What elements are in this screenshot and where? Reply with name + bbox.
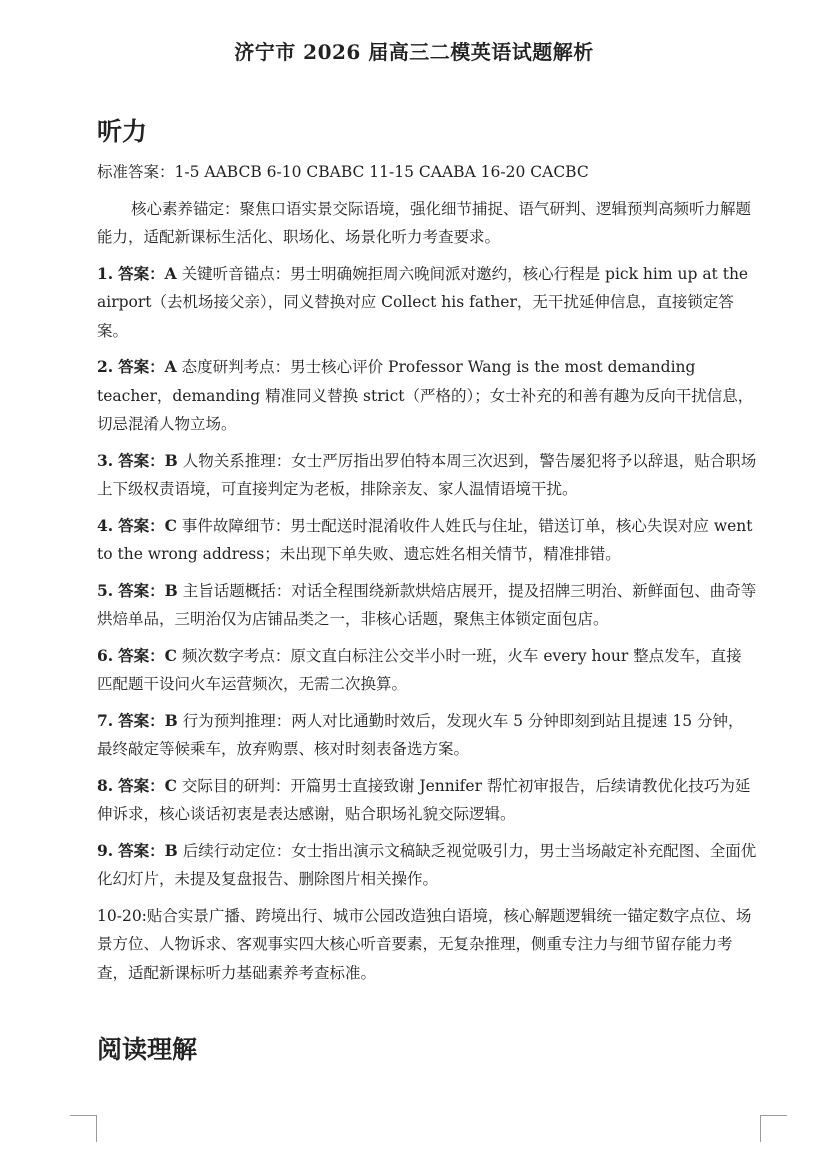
answer-label: 答案： <box>118 840 165 860</box>
answer-explanation: 主旨话题概括：对话全程围绕新款烘焙店展开，提及招牌三明治、新鲜面包、曲奇等烘焙单品，三明治仅为店铺品类之一，非核心话题，聚焦主体锁定面包店。 <box>97 581 757 628</box>
answer-item <box>97 707 757 764</box>
page-corner-mark-left <box>70 1115 97 1142</box>
answer-item <box>97 260 757 346</box>
question-number: 9. <box>97 840 114 860</box>
answer-explanation: 频次数字考点：原文直白标注公交半小时一班，火车 every hour 整点发车，直接匹配题干设问火车运营频次，无需二次换算。 <box>97 646 742 693</box>
answer-letter: C <box>164 775 177 795</box>
core-literacy-note: 核心素养锚定：聚焦口语实景交际语境，强化细节捕捉、语气研判、逻辑预判高频听力解题能力，适配新课标生活化、职场化、场景化听力考查要求。 <box>97 199 752 246</box>
answer-item <box>97 447 757 504</box>
answer-letter: C <box>164 645 177 665</box>
answer-label: 答案： <box>118 263 165 283</box>
answer-explanation: 关键听音锚点：男士明确婉拒周六晚间派对邀约，核心行程是 pick him up at the airport（去机场接父亲），同义替换对应 Collect his father，无干扰延伸信息，直接锁定答案。 <box>97 264 749 340</box>
answer-label: 答案： <box>118 645 165 665</box>
answer-label: 答案： <box>118 580 165 600</box>
answer-item-10-20 <box>97 902 757 988</box>
answer-label: 答案： <box>118 710 165 730</box>
question-number: 3. <box>97 450 114 470</box>
question-number: 5. <box>97 580 114 600</box>
answer-letter: B <box>164 580 178 600</box>
question-number: 1. <box>97 263 114 283</box>
answer-letter: B <box>164 450 178 470</box>
answer-item <box>97 577 757 634</box>
answer-item <box>97 642 757 699</box>
question-number: 8. <box>97 775 114 795</box>
answer-item <box>97 772 757 829</box>
listening-content <box>97 158 757 987</box>
standard-answer-line: 标准答案：1-5 AABCB 6-10 CBABC 11-15 CAABA 16-20 CACBC <box>97 163 589 181</box>
answer-letter: B <box>164 840 178 860</box>
answer-label: 答案： <box>118 357 165 376</box>
question-number: 2. <box>97 357 114 376</box>
range-label: 10-20: <box>97 906 147 925</box>
answer-explanation: 态度研判考点：男士核心评价 Professor Wang is the most demanding teacher，demanding 精准同义替换 strict（严格的）；女士补充的和善有趣为反向干扰信息，切忌混淆人物立场。 <box>97 358 754 433</box>
answer-explanation: 事件故障细节：男士配送时混淆收件人姓氏与住址，错送订单，核心失误对应 went to the wrong address；未出现下单失败、遗忘姓名相关情节，精准排错。 <box>97 516 753 563</box>
answer-letter: B <box>164 710 178 730</box>
range-explanation: 贴合实景广播、跨境出行、城市公园改造独白语境，核心解题逻辑统一锚定数字点位、场景方位、人物诉求、客观事实四大核心听音要素，无复杂推理，侧重专注力与细节留存能力考查，适配新课标听力基础素养考查标准。 <box>97 906 752 982</box>
answer-label: 答案： <box>118 515 165 535</box>
section-heading-listening: 听力 <box>97 117 148 146</box>
answer-label: 答案： <box>118 775 165 795</box>
answer-item <box>97 837 757 894</box>
answer-letter: A <box>164 357 177 376</box>
answer-letter: C <box>164 515 177 535</box>
answer-letter: A <box>164 263 177 283</box>
question-number: 4. <box>97 515 114 535</box>
answer-item <box>97 353 757 439</box>
document-title: 济宁市 2026 届高三二模英语试题解析 <box>234 40 594 64</box>
page-corner-mark-right <box>760 1115 787 1142</box>
answer-explanation: 人物关系推理：女士严厉指出罗伯特本周三次迟到，警告屡犯将予以辞退，贴合职场上下级权责语境，可直接判定为老板，排除亲友、家人温情语境干扰。 <box>97 451 757 498</box>
answer-label: 答案： <box>118 450 165 470</box>
answer-explanation: 交际目的研判：开篇男士直接致谢 Jennifer 帮忙初审报告，后续请教优化技巧为延伸诉求，核心谈话初衷是表达感谢，贴合职场礼貌交际逻辑。 <box>97 776 751 823</box>
section-heading-reading: 阅读理解 <box>97 1035 198 1064</box>
answer-items-list <box>97 260 757 894</box>
question-number: 7. <box>97 710 114 730</box>
answer-explanation: 后续行动定位：女士指出演示文稿缺乏视觉吸引力，男士当场敲定补充配图、全面优化幻灯片，未提及复盘报告、删除图片相关操作。 <box>97 841 757 888</box>
answer-explanation: 行为预判推理：两人对比通勤时效后，发现火车 5 分钟即刻到站且提速 15 分钟，最终敲定等候乘车，放弃购票、核对时刻表备选方案。 <box>97 711 744 758</box>
answer-item <box>97 512 757 569</box>
question-number: 6. <box>97 645 114 665</box>
